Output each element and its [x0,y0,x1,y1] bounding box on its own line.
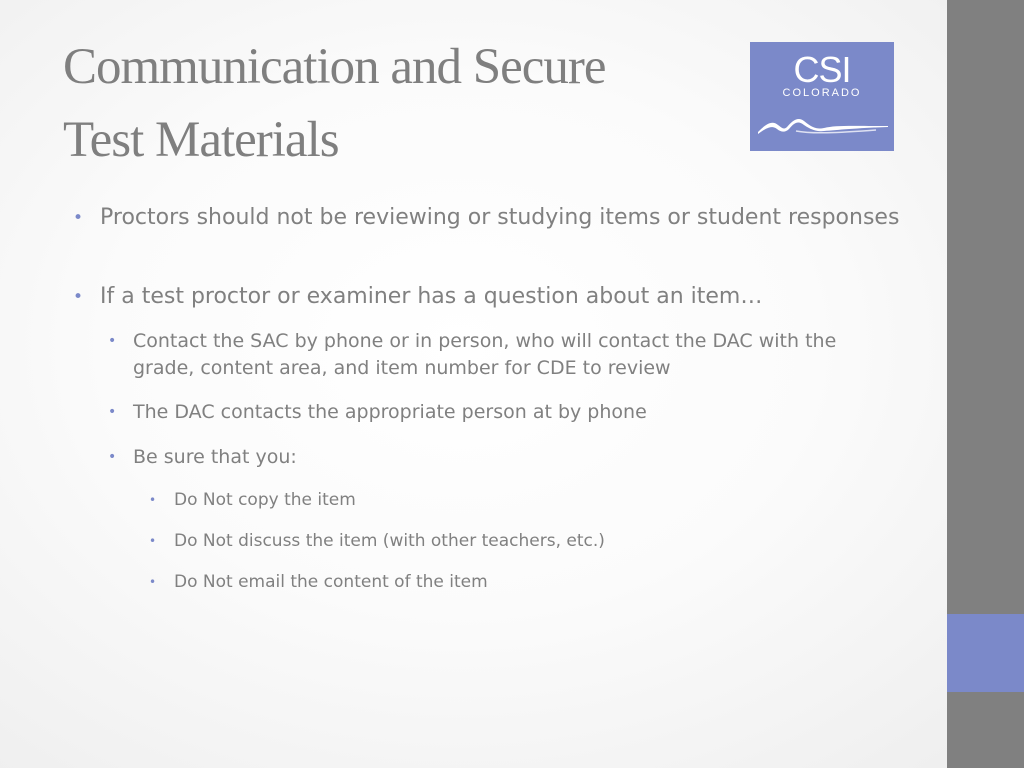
bullet-dot: • [149,575,157,589]
sub-sub-bullet-item [149,529,849,553]
bullet-text: Proctors should not be reviewing or studying items or student responses [100,205,900,230]
slide-title-line-1: Communication and Secure [63,39,606,95]
bullet-text: Be sure that you: [133,446,297,468]
bullet-dot: • [149,534,157,548]
bullet-dot: • [73,287,84,307]
logo-csi-text: CSI [793,49,851,90]
bullet-text: Do Not discuss the item (with other teachers, etc.) [174,531,605,551]
bullet-dot: • [149,493,157,507]
sub-sub-bullet-item [149,570,849,594]
sub-bullet-item [108,328,898,382]
slide-title [63,31,743,177]
bullet-item [73,202,913,233]
sidebar-accent-block [947,614,1024,692]
bullet-dot: • [108,449,117,465]
bullet-item [73,281,913,312]
logo-colorado-text: COLORADO [782,87,862,99]
mountain-icon [756,106,890,140]
sub-sub-bullet-item [149,488,849,512]
bullet-dot: • [73,208,84,228]
sub-bullet-item [108,399,898,426]
bullet-text: Do Not email the content of the item [174,572,488,592]
bullet-text: The DAC contacts the appropriate person at by phone [133,401,647,423]
bullet-text: Do Not copy the item [174,490,356,510]
bullet-text: If a test proctor or examiner has a question about an item… [100,284,763,309]
csi-colorado-logo [750,42,894,151]
bullet-dot: • [108,404,117,420]
slide-title-line-2: Test Materials [63,112,339,168]
sub-bullet-item [108,444,898,471]
bullet-dot: • [108,333,117,349]
bullet-text: Contact the SAC by phone or in person, who will contact the DAC with the grade, content area, and item number for CDE to review [133,330,837,379]
